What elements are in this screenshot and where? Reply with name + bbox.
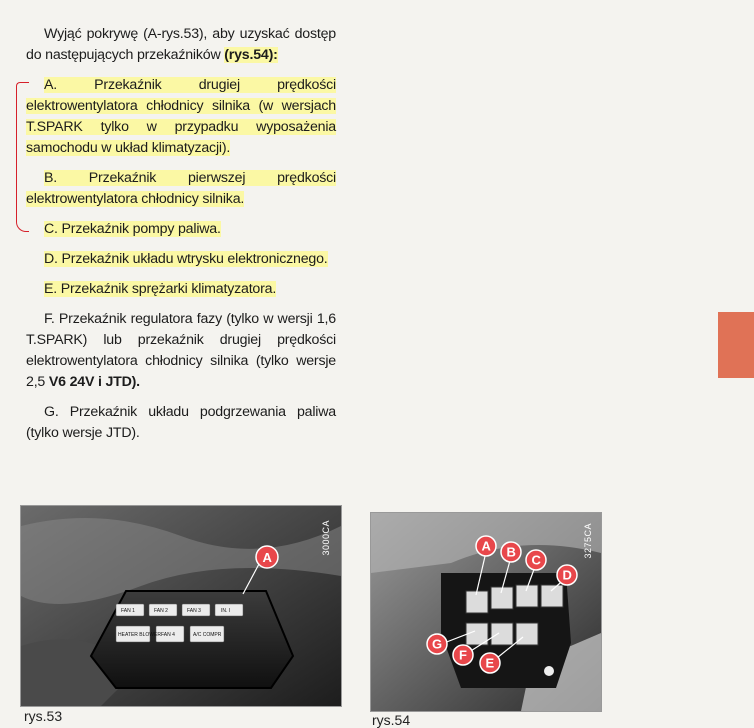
svg-text:C: C (531, 552, 541, 568)
relay-item-b: B. Przekaźnik pierwszej prędkości elektrowentylatora chłodnicy silnika. (26, 170, 336, 207)
svg-text:F: F (459, 647, 467, 663)
figure-53-photo (20, 505, 342, 707)
figure-53-code: 3000CA (321, 520, 331, 556)
relay-item-d: D. Przekaźnik układu wtrysku elektronicznego. (44, 251, 328, 267)
lid-label-6: FAN 4 (161, 632, 175, 638)
relay-item-g: G. Przekaźnik układu podgrzewania paliwa (tylko wersje JTD). (26, 404, 336, 441)
figure-reference: (rys.54): (224, 47, 278, 63)
lid-label-2: FAN 2 (154, 608, 168, 614)
callout-a-53-label: A (262, 550, 272, 565)
relay-item-f: F. Przekaźnik regulatora fazy (tylko w wersji 1,6 T.SPARK) lub przekaźnik drugiej prędkości elektrowentylatora chłodnicy silnika (tylko wersje 2,5 V6 24V i JTD). (26, 311, 336, 390)
lid-label-3: FAN 3 (187, 608, 201, 614)
svg-text:G: G (432, 636, 443, 652)
svg-text:D: D (562, 567, 572, 583)
figure-53-caption: rys.53 (24, 708, 63, 724)
lid-label-4: IN. I (221, 608, 231, 614)
lid-label-7: A/C COMPR (193, 632, 222, 638)
svg-text:A: A (481, 538, 491, 554)
relay-item-e: E. Przekaźnik sprężarki klimatyzatora. (44, 281, 277, 297)
text-column (26, 24, 336, 453)
svg-text:E: E (485, 655, 495, 671)
figure-54-code: 3275CA (583, 523, 593, 559)
lid-label-5: HEATER BLOWER (118, 632, 161, 638)
intro-paragraph (26, 24, 336, 66)
figure-54-caption: rys.54 (372, 712, 411, 728)
lid-label-1: FAN 1 (121, 608, 135, 614)
relay-item-a: A. Przekaźnik drugiej prędkości elektrowentylatora chłodnicy silnika (w wersjach T.SPARK tylko w przypadku wyposażenia samochodu w układ klimatyzacji). (26, 77, 336, 156)
figure-54-photo (370, 512, 602, 712)
relay-item-c: C. Przekaźnik pompy paliwa. (44, 221, 221, 237)
section-tab-marker (718, 312, 754, 378)
intro-text: Wyjąć pokrywę (A-rys.53), aby uzyskać dostęp do następujących przekaźników (26, 26, 336, 63)
svg-text:B: B (506, 544, 516, 560)
